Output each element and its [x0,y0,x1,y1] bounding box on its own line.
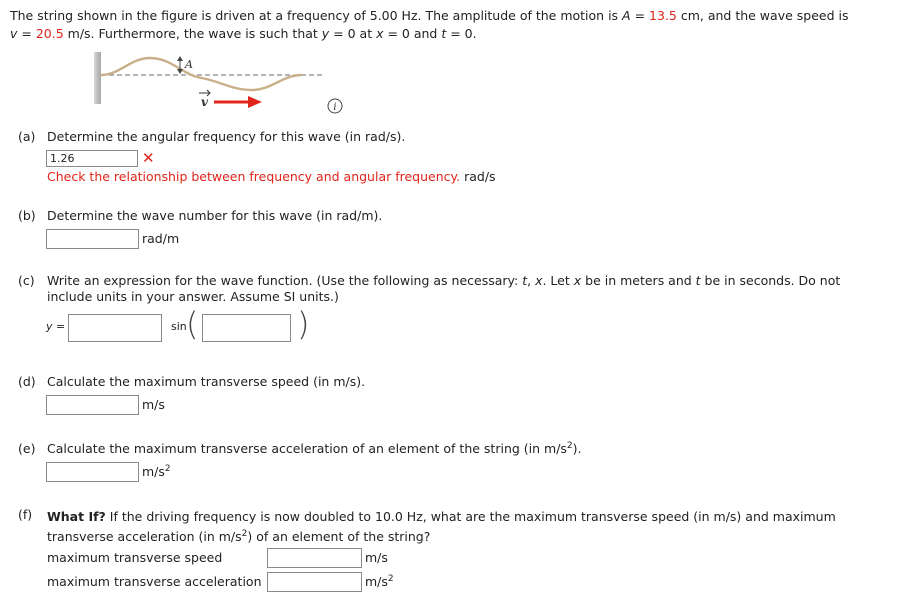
max-accel-unit: $m/s^2$ [365,573,394,589]
equals: = [17,25,36,41]
part-e-question: Calculate the maximum transverse acceleration of an element of the string (in $m/s^2$). [47,440,582,456]
part-d-label: (d) [18,374,36,389]
part-b-question: Determine the wave number for this wave (in rad/m). [47,208,383,223]
part-e-unit: $m/s^2$ [142,463,171,479]
info-icon[interactable] [327,98,343,114]
wave-figure [90,48,350,116]
part-a-feedback-row [47,169,496,184]
amplitude-arrowhead-down [177,69,183,74]
part-b-unit: rad/m [142,231,180,246]
part-a-unit: rad/s [464,169,496,184]
svg-text:i: i [333,102,337,113]
var-x: x [376,25,384,41]
open-paren: ( [186,305,199,343]
var-t: t [441,25,447,41]
max-speed-label: maximum transverse speed [47,550,223,565]
part-c-amplitude-input[interactable] [68,314,162,342]
part-e-answer-input[interactable] [46,462,139,482]
speed-value: 20.5 [35,25,64,41]
velocity-label: v [201,95,208,109]
amplitude-value: 13.5 [649,8,677,23]
max-accel-input[interactable] [267,572,362,592]
max-speed-input[interactable] [267,548,362,568]
part-c-argument-input[interactable] [202,314,291,342]
part-d-answer-input[interactable] [46,395,139,415]
amplitude-arrowhead-up [177,56,183,61]
cond-text-2: = 0 and [383,25,442,41]
wall [94,52,101,104]
part-a-label: (a) [18,129,36,144]
y-equals-label: y = [46,320,66,333]
amplitude-symbol: A [622,8,631,23]
max-accel-label: maximum transverse acceleration [47,574,262,589]
intro-text-1: The string shown in the figure is driven at a frequency of 5.00 Hz. The amplitude of the motion is [10,8,623,23]
wave-diagram [90,48,350,116]
wave-string [101,58,302,90]
cond-text-3: = 0. [446,25,477,41]
part-f-label: (f) [18,507,33,522]
intro-text-2: cm, and the wave speed is [676,8,849,23]
part-f-question: What If? If the driving frequency is now doubled to 10.0 Hz, what are the maximum transverse speed (in m/s) and maximum transverse acceleration (in $m/s^2$) of an element of the string? [47,509,836,544]
part-a-question: Determine the angular frequency for this wave (in rad/s). [47,129,406,144]
cond-text-1: = 0 at [329,25,377,41]
part-a-feedback: Check the relationship between frequency and angular frequency. [47,169,461,184]
part-c-label: (c) [18,273,35,288]
part-a-answer-input[interactable] [46,150,138,167]
close-paren: ) [297,305,310,343]
var-y: y [321,25,330,41]
incorrect-x-icon: ✕ [142,149,155,167]
intro-text-3: m/s. Furthermore, the wave is such that [63,25,322,41]
part-b-label: (b) [18,208,36,223]
amplitude-label: A [185,58,193,71]
equals: = [630,8,650,23]
problem-statement [10,7,890,42]
part-d-question: Calculate the maximum transverse speed (in m/s). [47,374,366,389]
part-b-answer-input[interactable] [46,229,139,249]
what-if-label: What If? [47,509,106,524]
part-e-label: (e) [18,441,36,456]
velocity-arrowhead [248,96,262,108]
speed-symbol: v [10,25,18,41]
sin-label: sin [171,320,187,333]
max-speed-unit: m/s [365,550,388,565]
part-c-question: Write an expression for the wave function. (Use the following as necessary: t, x. Let x be in meters and t be in seconds. Do not include units in your answer. Assume SI units.) [47,273,841,304]
part-d-unit: m/s [142,397,165,412]
